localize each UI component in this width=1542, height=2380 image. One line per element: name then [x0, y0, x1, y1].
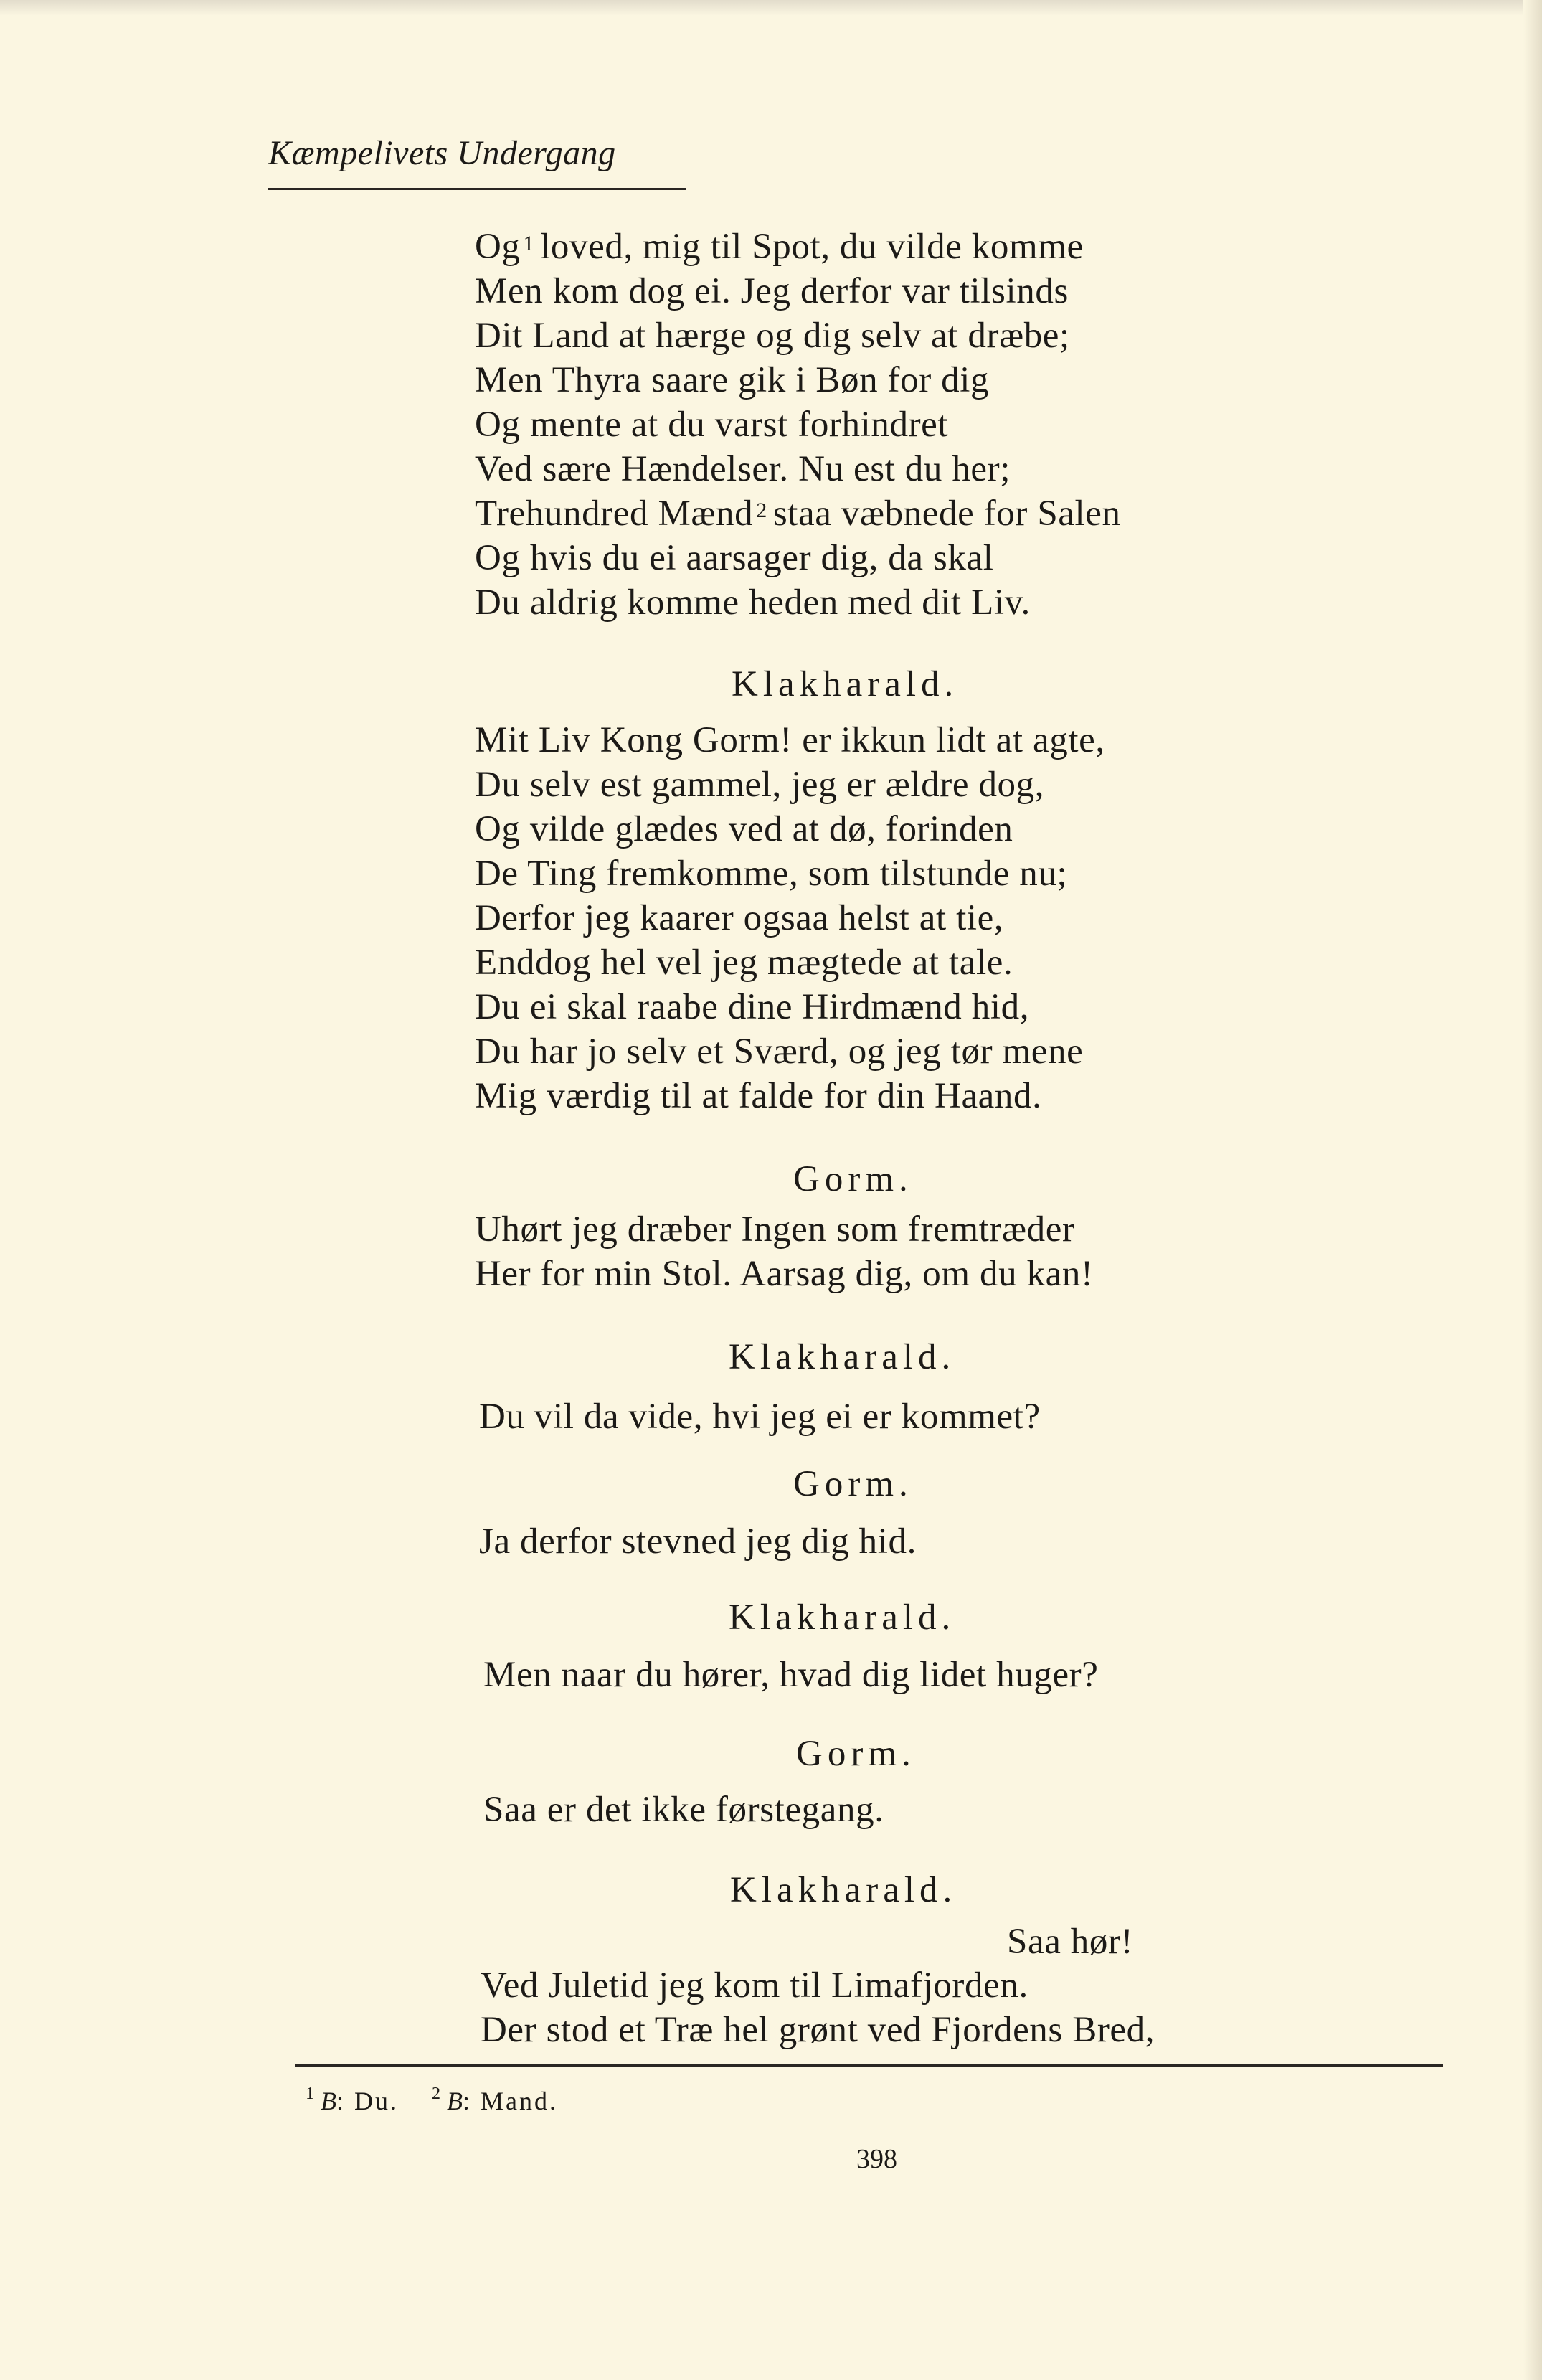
verse-line: Mig værdig til at falde for din Haand. — [475, 1076, 1042, 1116]
verse-line: Men Thyra saare gik i Bøn for dig — [475, 360, 990, 400]
verse-line: Du aldrig komme heden med dit Liv. — [475, 582, 1031, 623]
verse-line: Men naar du hører, hvad dig lidet huger? — [483, 1655, 1099, 1695]
verse-line: Du har jo selv et Sværd, og jeg tør mene — [475, 1031, 1084, 1072]
footnote-text: : Du. — [336, 2087, 399, 2115]
footnote-marker: 1 — [523, 232, 535, 255]
verse-line: De Ting fremkomme, som tilstunde nu; — [475, 854, 1068, 894]
verse-line: Derfor jeg kaarer ogsaa helst at tie, — [475, 898, 1004, 938]
page-number: 398 — [856, 2144, 897, 2174]
footnote-number: 1 — [306, 2084, 316, 2103]
verse-line: Ja derfor stevned jeg dig hid. — [479, 1521, 917, 1562]
verse-line: Enddog hel vel jeg mægtede at tale. — [475, 943, 1013, 983]
footnote-source: B — [447, 2087, 463, 2115]
verse-line: Her for min Stol. Aarsag dig, om du kan! — [475, 1254, 1094, 1294]
verse-line: Du selv est gammel, jeg er ældre dog, — [475, 765, 1045, 805]
verse-line: Og $^1$ loved, mig til Spot, du vilde komme — [475, 227, 1084, 267]
footnote-text: : Mand. — [463, 2087, 558, 2115]
speaker-name: Gorm. — [793, 1464, 913, 1504]
footnote-number: 2 — [432, 2084, 443, 2103]
verse-line: Du ei skal raabe dine Hirdmænd hid, — [475, 987, 1030, 1027]
verse-block-1 — [475, 225, 1121, 625]
verse-line: Uhørt jeg dræber Ingen som fremtræder — [475, 1209, 1075, 1250]
page-right-edge — [1523, 0, 1542, 2380]
verse-block-9 — [481, 1963, 1155, 2052]
verse-line: Men kom dog ei. Jeg derfor var tilsinds — [475, 271, 1069, 311]
speaker-name: Klakharald. — [730, 1870, 957, 1910]
verse-line: Ved sære Hændelser. Nu est du her; — [475, 449, 1011, 489]
speaker-name: Gorm. — [793, 1159, 913, 1199]
verse-line: Saa hør! — [1007, 1922, 1134, 1962]
verse-block-3 — [475, 1207, 1094, 1296]
verse-line: Du vil da vide, hvi jeg ei er kommet? — [479, 1397, 1041, 1437]
verse-line: Ved Juletid jeg kom til Limafjorden. — [481, 1965, 1028, 2006]
footnotes — [306, 2086, 558, 2116]
speaker-name: Klakharald. — [729, 1597, 956, 1638]
speaker-name: Klakharald. — [732, 664, 959, 704]
page-top-edge — [0, 0, 1542, 16]
verse-line: Og mente at du varst forhindret — [475, 405, 949, 445]
footnote-marker: 2 — [756, 499, 767, 522]
verse-line: Og hvis du ei aarsager dig, da skal — [475, 538, 994, 578]
verse-line: Mit Liv Kong Gorm! er ikkun lidt at agte, — [475, 720, 1105, 760]
footnote-source: B — [321, 2087, 336, 2115]
running-head-rule — [268, 188, 686, 190]
verse-line: Og vilde glædes ved at dø, forinden — [475, 809, 1013, 849]
speaker-name: Gorm. — [796, 1734, 916, 1774]
verse-line: Trehundred Mænd $^2$ staa væbnede for Salen — [475, 494, 1121, 534]
footnote-rule — [295, 2064, 1443, 2067]
speaker-name: Klakharald. — [729, 1337, 956, 1377]
running-head: Kæmpelivets Undergang — [268, 134, 616, 172]
verse-block-2 — [475, 718, 1105, 1118]
verse-line: Der stod et Træ hel grønt ved Fjordens Bred, — [481, 2010, 1155, 2050]
verse-line: Saa er det ikke førstegang. — [483, 1790, 884, 1830]
verse-line: Dit Land at hærge og dig selv at dræbe; — [475, 316, 1070, 356]
